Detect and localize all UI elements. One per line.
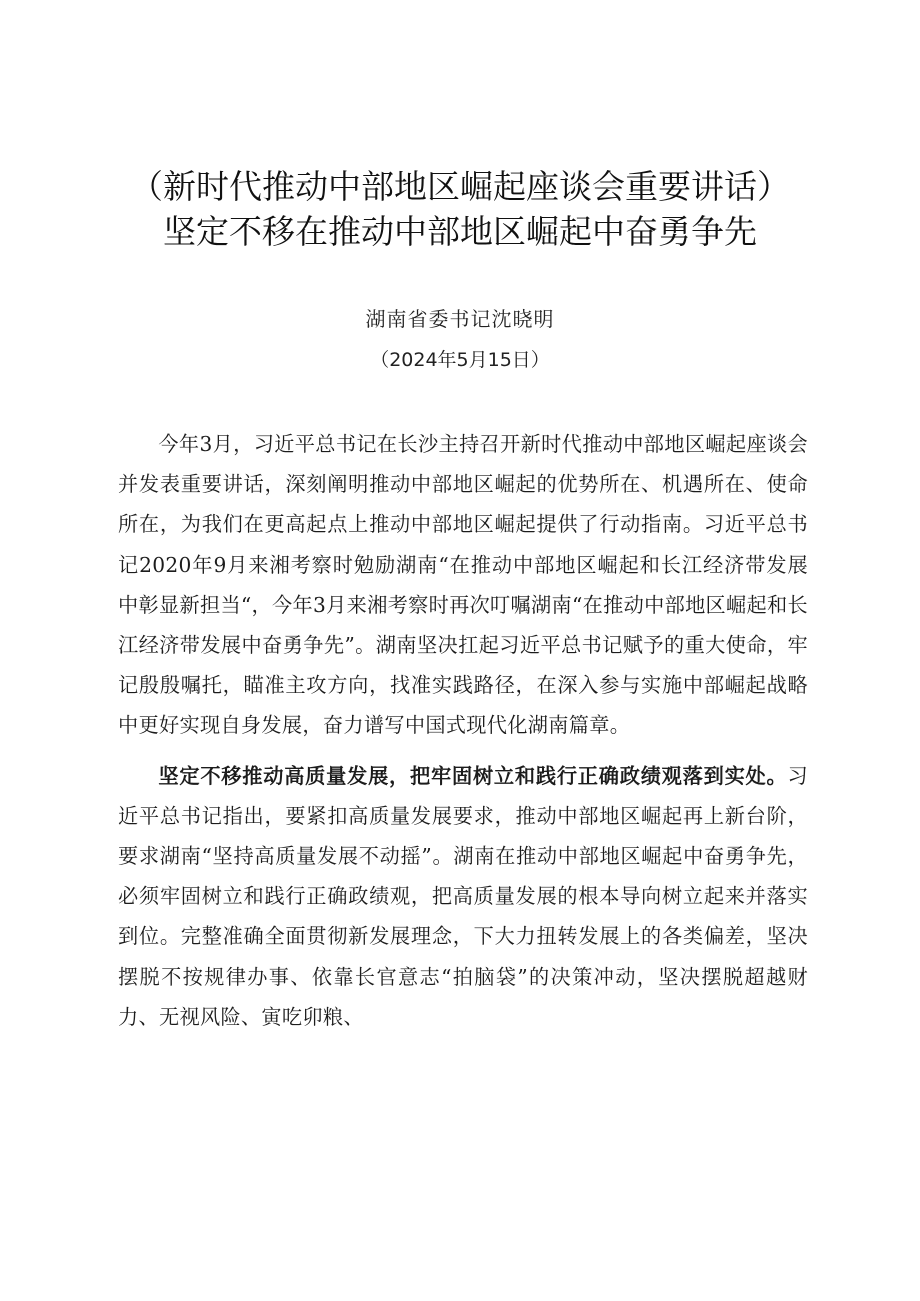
body-paragraph [118, 424, 808, 746]
document-title-line1: （新时代推动中部地区崛起座谈会重要讲话） [130, 167, 790, 206]
document-date: （2024年5月15日） [370, 349, 550, 371]
document-author: 湖南省委书记沈晓明 [365, 307, 555, 331]
document-title-line2: 坚定不移在推动中部地区崛起中奋勇争先 [163, 212, 757, 251]
paragraph-text: 习近平总书记指出，要紧扣高质量发展要求，推动中部地区崛起再上新台阶，要求湖南“坚持高质量发展不动摇”。湖南在推动中部地区崛起中奋勇争先，必须牢固树立和践行正确政绩观，把高质量发展的根本导向树立起来并落实到位。完整准确全面贯彻新发展理念，下大力扭转发展上的各类偏差，坚决摆脱不按规律办事、依靠长官意志“拍脑袋”的决策冲动，坚决摆脱超越财力、无视风险、寅吃卯粮、 [118, 763, 808, 1029]
body-paragraph [118, 756, 808, 1037]
paragraph-lead: 坚定不移推动高质量发展，把牢固树立和践行正确政绩观落到实处。 [158, 763, 788, 788]
document-body [118, 424, 808, 1037]
paragraph-text: 今年3月，习近平总书记在长沙主持召开新时代推动中部地区崛起座谈会并发表重要讲话，深刻阐明推动中部地区崛起的优势所在、机遇所在、使命所在，为我们在更高起点上推动中部地区崛起提供了行动指南。习近平总书记2020年9月来湘考察时勉励湖南“在推动中部地区崛起和长江经济带发展中彰显新担当“，今年3月来湘考察时再次叮嘱湖南“在推动中部地区崛起和长江经济带发展中奋勇争先”。湖南坚决扛起习近平总书记赋予的重大使命，牢记殷殷嘱托，瞄准主攻方向，找准实践路径，在深入参与实施中部崛起战略中更好实现自身发展，奋力谱写中国式现代化湖南篇章。 [118, 432, 808, 738]
